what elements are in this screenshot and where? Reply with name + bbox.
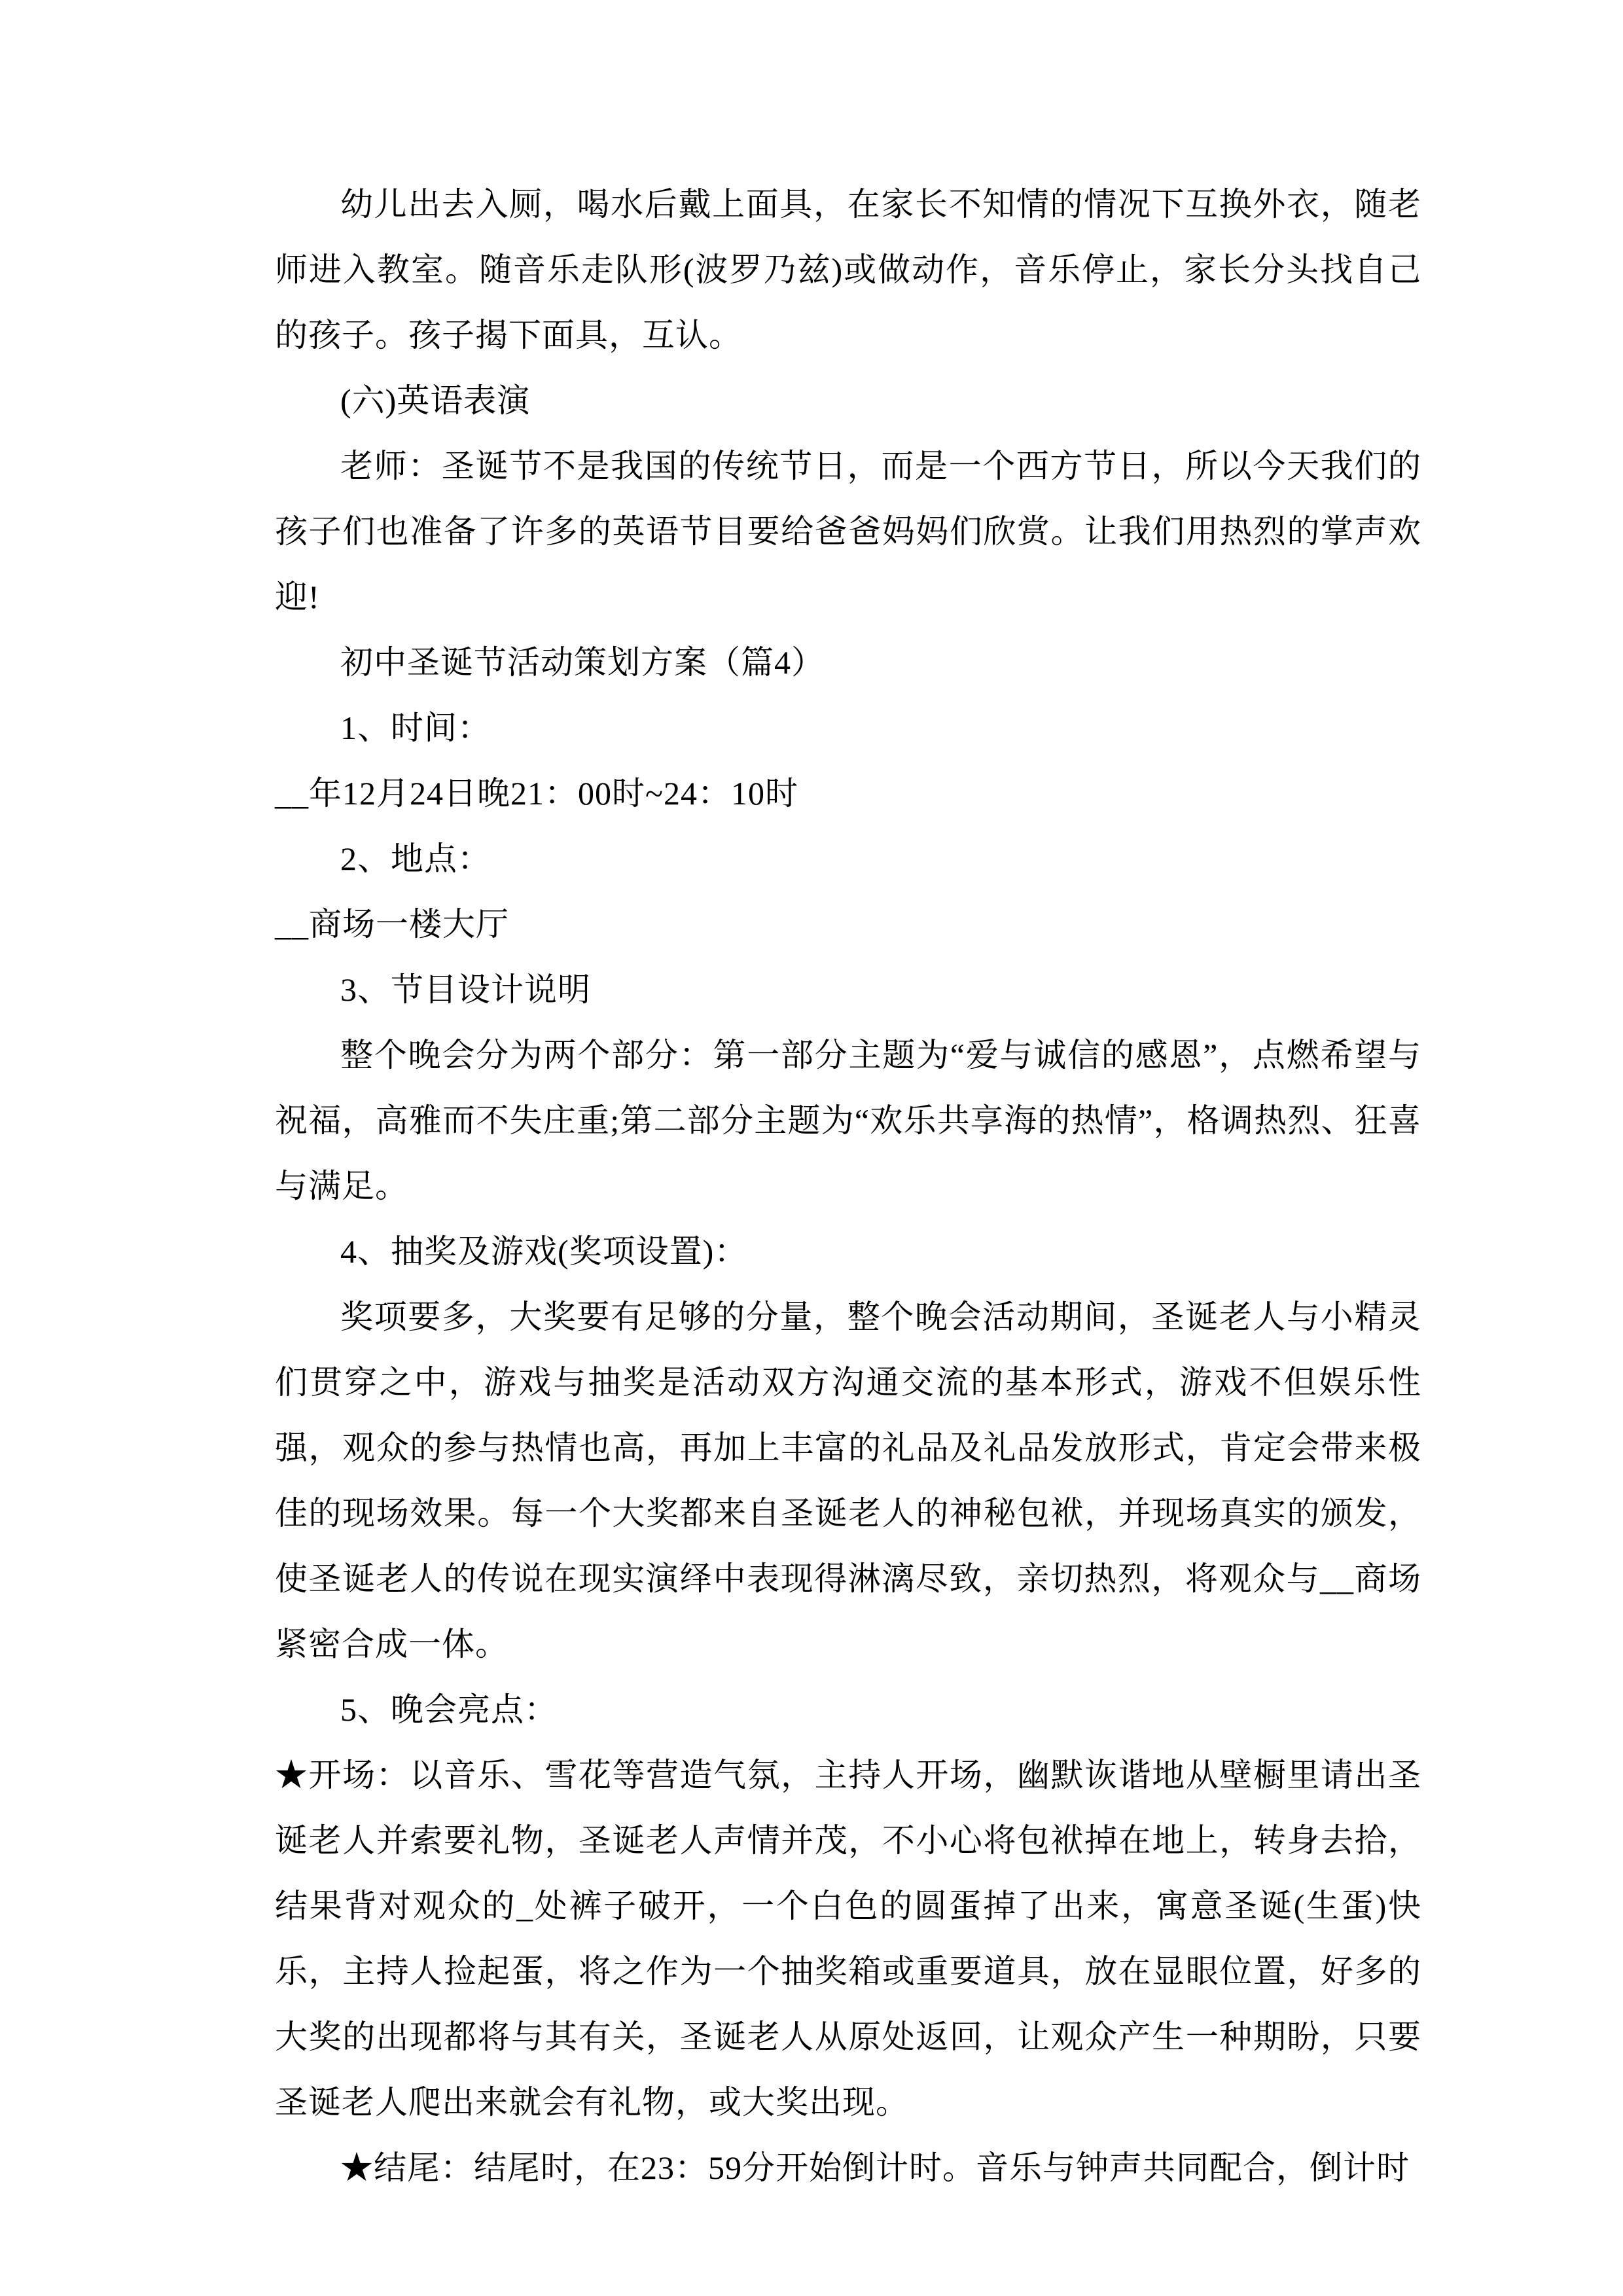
paragraph-list-item: 5、晚会亮点：	[340, 1691, 558, 1728]
paragraph: 奖项要多，大奖要有足够的分量，整个晚会活动期间，圣诞老人与小精灵们贯穿之中，游戏与抽奖是活动双方沟通交流的基本形式，游戏不但娱乐性强，观众的参与热情也高，再加上丰富的礼品及礼品发放形式，肯定会带来极佳的现场效果。每一个大奖都来自圣诞老人的神秘包袱，并现场真实的颁发，使圣诞老人的传说在现实演绎中表现得淋漓尽致，亲切热烈，将观众与__商场紧密合成一体。	[275, 1299, 1421, 1662]
paragraph-section-heading: (六)英语表演	[340, 382, 531, 419]
paragraph-title: 初中圣诞节活动策划方案（篇4）	[340, 644, 825, 681]
document-content	[275, 171, 1421, 2200]
paragraph: ★结尾：结尾时，在23：59分开始倒计时。音乐与钟声共同配合，倒计时	[340, 2149, 1410, 2186]
paragraph-list-item: 3、节目设计说明	[340, 971, 591, 1008]
paragraph: 老师：圣诞节不是我国的传统节日，而是一个西方节日，所以今天我们的孩子们也准备了许多的英语节目要给爸爸妈妈们欣赏。让我们用热烈的掌声欢迎!	[275, 448, 1421, 615]
paragraph: 整个晚会分为两个部分：第一部分主题为“爱与诚信的感恩”，点燃希望与祝福，高雅而不失庄重;第二部分主题为“欢乐共享海的热情”，格调热烈、狂喜与满足。	[275, 1037, 1421, 1204]
paragraph: ★开场：以音乐、雪花等营造气氛，主持人开场，幽默诙谐地从壁橱里请出圣诞老人并索要礼物，圣诞老人声情并茂，不小心将包袱掉在地上，转身去拾，结果背对观众的_处裤子破开，一个白色的圆蛋掉了出来，寓意圣诞(生蛋)快乐，主持人捡起蛋，将之作为一个抽奖箱或重要道具，放在显眼位置，好多的大奖的出现都将与其有关，圣诞老人从原处返回，让观众产生一种期盼，只要圣诞老人爬出来就会有礼物，或大奖出现。	[275, 1757, 1421, 2121]
paragraph: __年12月24日晚21：00时~24：10时	[275, 775, 799, 812]
paragraph: __商场一楼大厅	[275, 906, 509, 942]
paragraph-list-item: 4、抽奖及游戏(奖项设置)：	[340, 1233, 748, 1270]
paragraph-list-item: 1、时间：	[340, 709, 491, 746]
paragraph-list-item: 2、地点：	[340, 840, 491, 877]
paragraph: 幼儿出去入厕，喝水后戴上面具，在家长不知情的情况下互换外衣，随老师进入教室。随音乐走队形(波罗乃兹)或做动作，音乐停止，家长分头找自己的孩子。孩子揭下面具，互认。	[275, 186, 1421, 353]
